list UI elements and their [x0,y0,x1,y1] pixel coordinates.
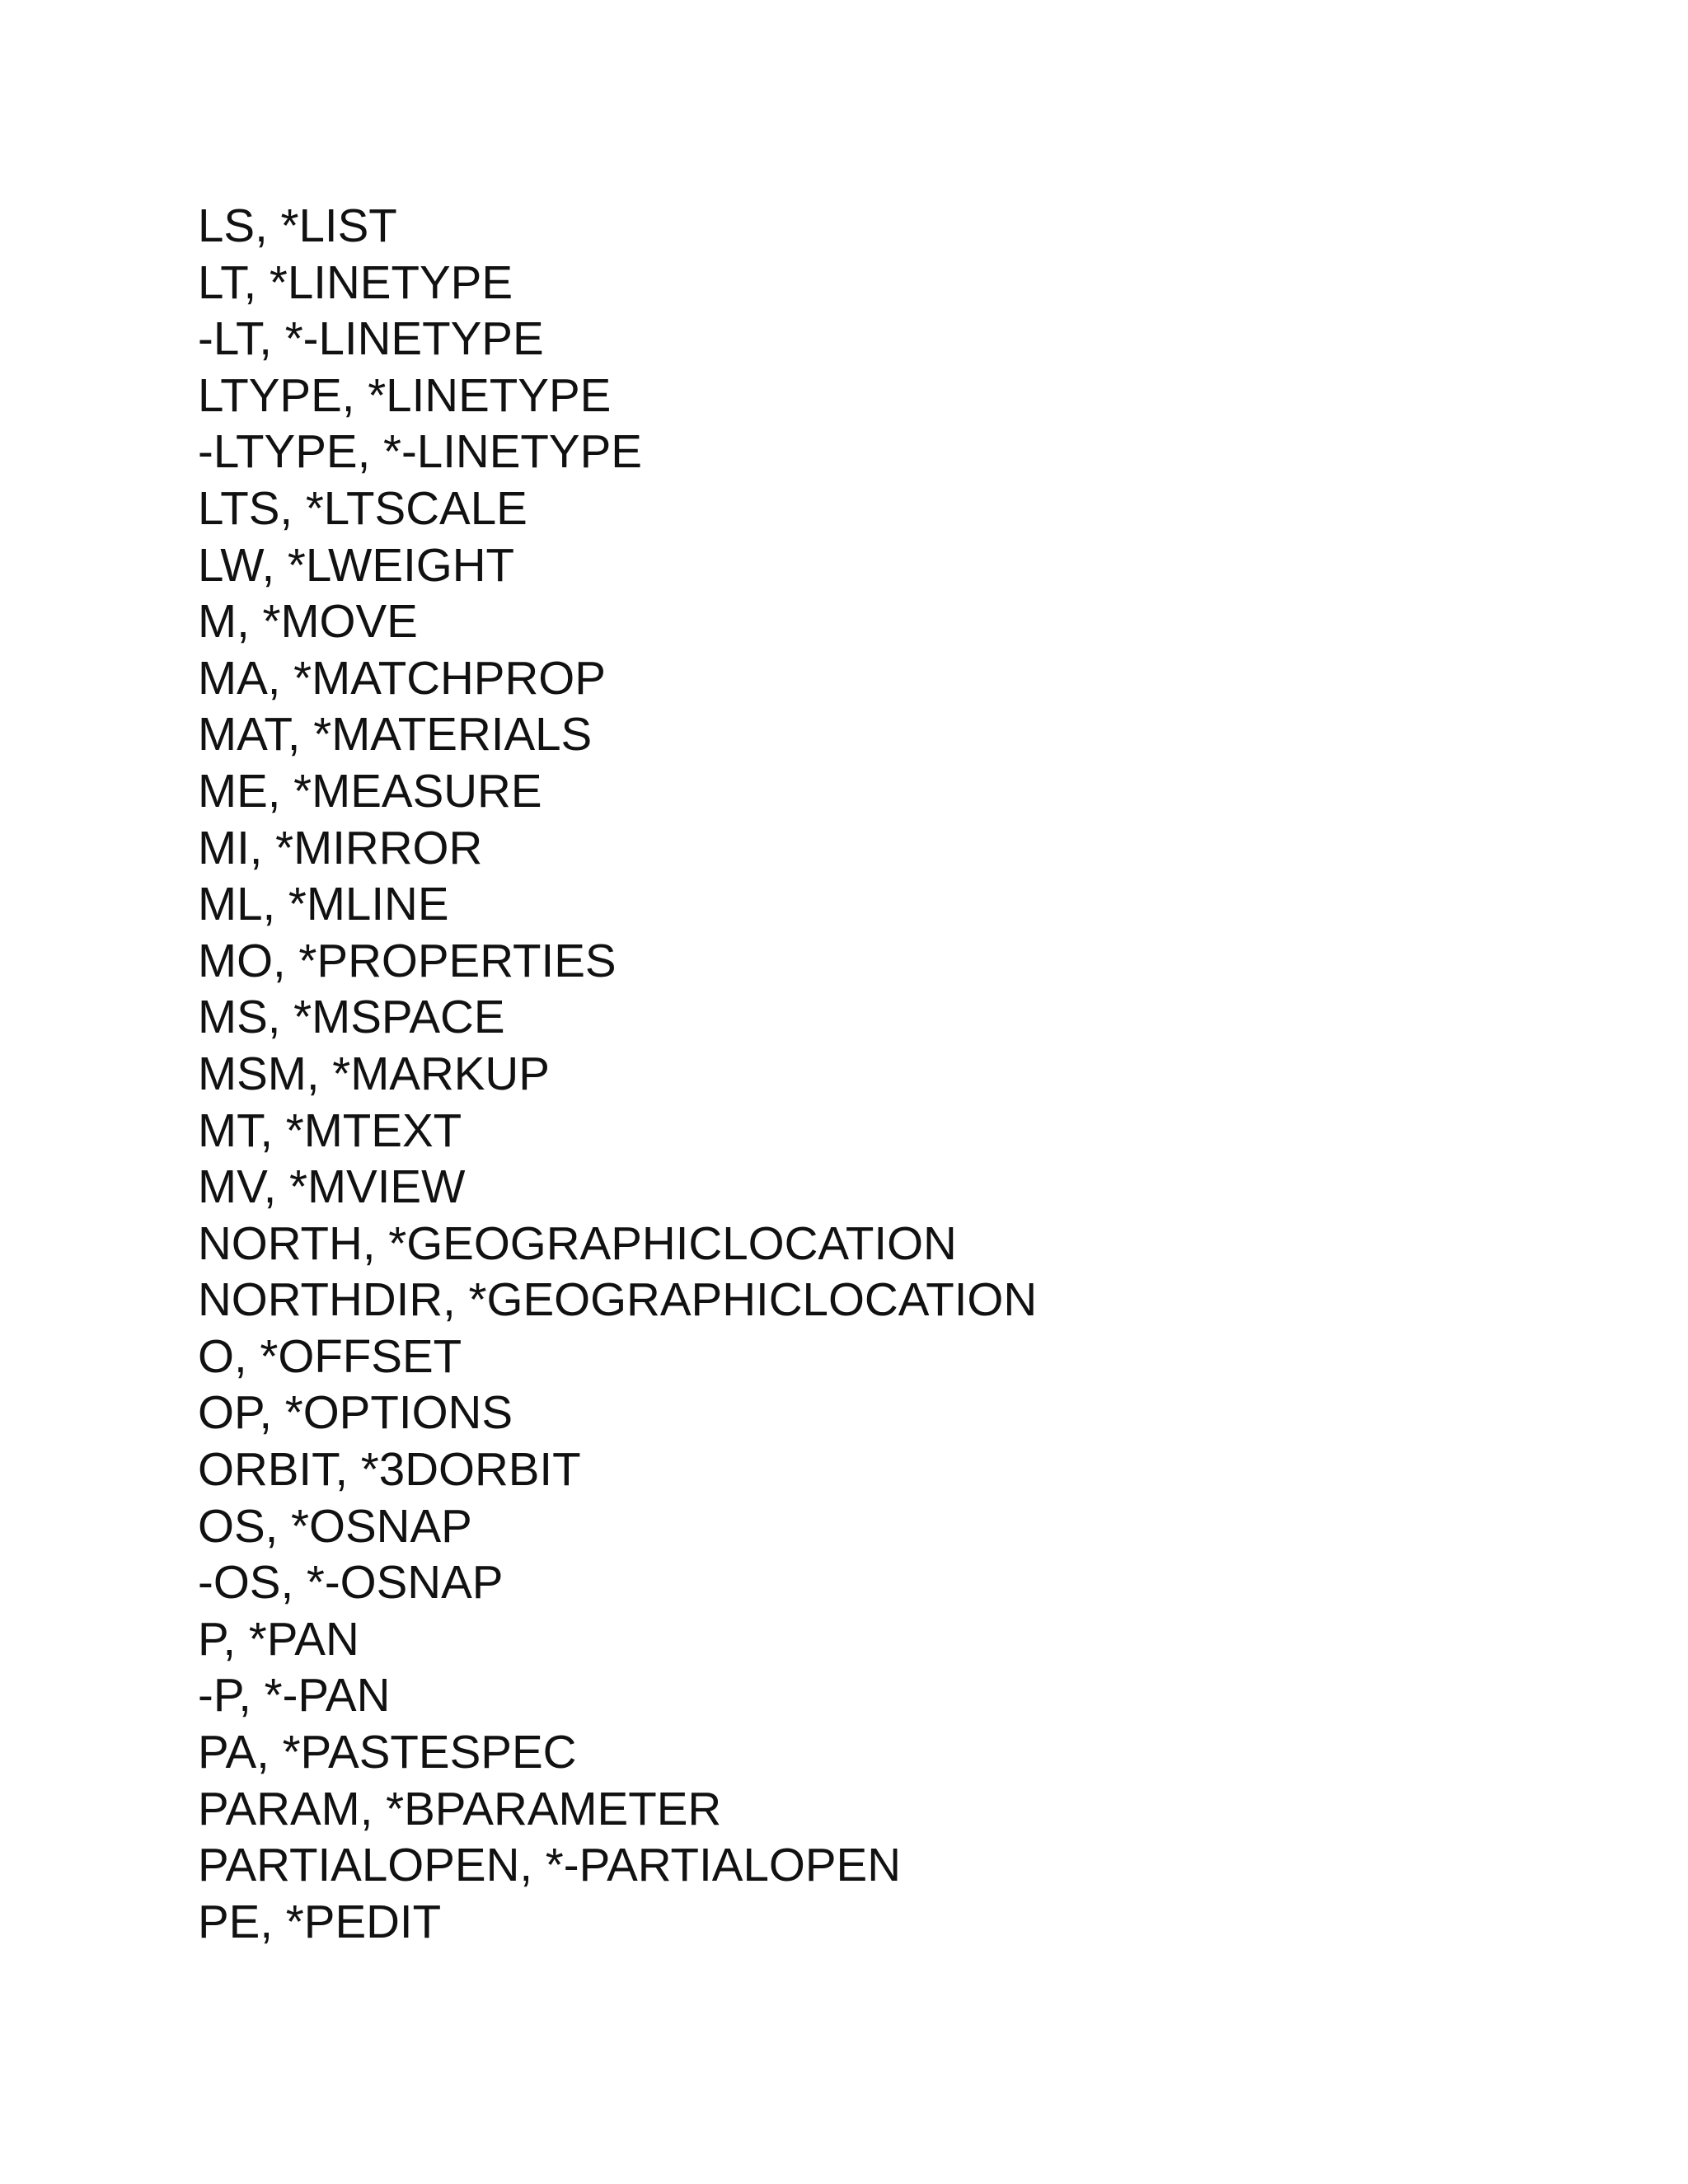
command-alias-list [198,198,1037,1950]
alias-line: LTS, *LTSCALE [198,481,528,534]
alias-line: P, *PAN [198,1612,359,1665]
alias-line: -P, *-PAN [198,1669,391,1722]
alias-line: PA, *PASTESPEC [198,1726,577,1779]
alias-line: LW, *LWEIGHT [198,538,515,591]
alias-line: LS, *LIST [198,199,397,251]
alias-line: O, *OFFSET [198,1329,462,1382]
alias-line: OP, *OPTIONS [198,1386,513,1439]
alias-line: NORTH, *GEOGRAPHICLOCATION [198,1216,957,1269]
alias-line: -OS, *-OSNAP [198,1556,504,1609]
alias-line: MI, *MIRROR [198,821,483,874]
alias-line: OS, *OSNAP [198,1499,472,1552]
alias-line: MS, *MSPACE [198,991,505,1043]
alias-line: NORTHDIR, *GEOGRAPHICLOCATION [198,1273,1038,1326]
alias-line: MA, *MATCHPROP [198,651,606,704]
alias-line: MO, *PROPERTIES [198,934,617,987]
alias-line: ME, *MEASURE [198,764,542,817]
alias-line: PARAM, *BPARAMETER [198,1782,722,1835]
alias-line: PE, *PEDIT [198,1895,442,1947]
alias-line: ORBIT, *3DORBIT [198,1443,581,1496]
alias-line: MV, *MVIEW [198,1160,466,1213]
alias-line: LT, *LINETYPE [198,255,513,308]
alias-line: MAT, *MATERIALS [198,708,593,761]
alias-line: PARTIALOPEN, *-PARTIALOPEN [198,1839,901,1891]
alias-line: LTYPE, *LINETYPE [198,368,612,421]
alias-line: -LT, *-LINETYPE [198,312,544,365]
alias-line: -LTYPE, *-LINETYPE [198,425,642,478]
alias-line: M, *MOVE [198,595,418,648]
alias-line: MSM, *MARKUP [198,1047,550,1099]
alias-line: ML, *MLINE [198,878,449,930]
alias-line: MT, *MTEXT [198,1104,462,1156]
